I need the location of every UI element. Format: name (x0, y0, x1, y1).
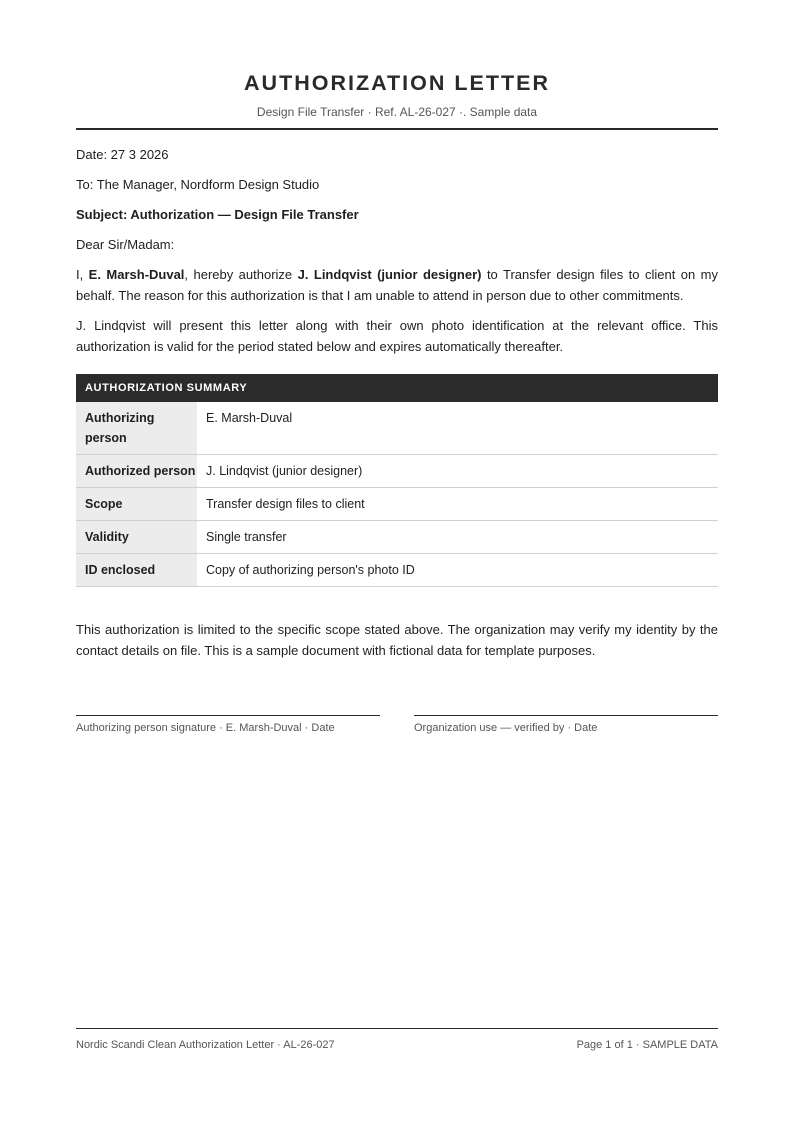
row-value: E. Marsh-Duval (206, 411, 293, 425)
table-row (76, 488, 718, 521)
letter-paragraph-presentation: J. Lindqvist will present this letter along with their own photo identification at the relevant office. This authorization is valid for the period stated below and expires automatically thereafter. (76, 318, 718, 354)
footer-page-number: Page 1 of 1 · SAMPLE DATA (576, 1039, 718, 1051)
page-subtitle: Design File Transfer · Ref. AL-26-027 ·. Sample data (256, 105, 538, 119)
letter-subject: Subject: Authorization — Design File Transfer (76, 207, 359, 222)
authorization-summary-table (76, 374, 718, 587)
table-row (76, 554, 718, 587)
row-label: Validity (76, 521, 197, 553)
row-value: Copy of authorizing person's photo ID (206, 563, 415, 577)
footer-divider (76, 1028, 718, 1029)
paragraph-text: to Transfer design files to client on my behalf. The reason for this authorization is that I am unable to attend in person due to other commitments. (76, 267, 718, 303)
paragraph-text: , hereby authorize (184, 267, 298, 282)
paragraph-text: I, (76, 267, 89, 282)
signature-label-organization: Organization use — verified by · Date (414, 722, 598, 734)
signature-line-organization (414, 715, 718, 716)
page-title: AUTHORIZATION LETTER (244, 71, 550, 95)
table-row (76, 402, 718, 455)
authorized-name: J. Lindqvist (junior designer) (297, 267, 482, 282)
row-label: Authorized person (76, 455, 197, 487)
row-value: Single transfer (206, 530, 287, 544)
summary-table-heading: AUTHORIZATION SUMMARY (76, 374, 718, 402)
row-label: Authorizing person (76, 402, 197, 454)
letter-paragraph-authorization (76, 264, 718, 306)
letter-recipient: To: The Manager, Nordform Design Studio (76, 177, 320, 192)
row-label: Scope (76, 488, 197, 520)
footer-document-name: Nordic Scandi Clean Authorization Letter · AL-26-027 (76, 1039, 335, 1051)
row-value: J. Lindqvist (junior designer) (206, 464, 363, 478)
row-label: ID enclosed (76, 554, 197, 586)
header-divider (76, 128, 718, 130)
letter-salutation: Dear Sir/Madam: (76, 237, 175, 252)
table-row (76, 455, 718, 488)
authorizer-name: E. Marsh-Duval (88, 267, 185, 282)
letter-closing-paragraph: This authorization is limited to the specific scope stated above. The organization may verify my identity by the contact details on file. This is a sample document with fictional data for template purposes. (76, 622, 718, 658)
table-row (76, 521, 718, 554)
row-value: Transfer design files to client (206, 497, 365, 511)
letter-date: Date: 27 3 2026 (76, 147, 169, 162)
signature-label-authorizer: Authorizing person signature · E. Marsh-Duval · Date (76, 722, 335, 734)
signature-line-authorizer (76, 715, 380, 716)
